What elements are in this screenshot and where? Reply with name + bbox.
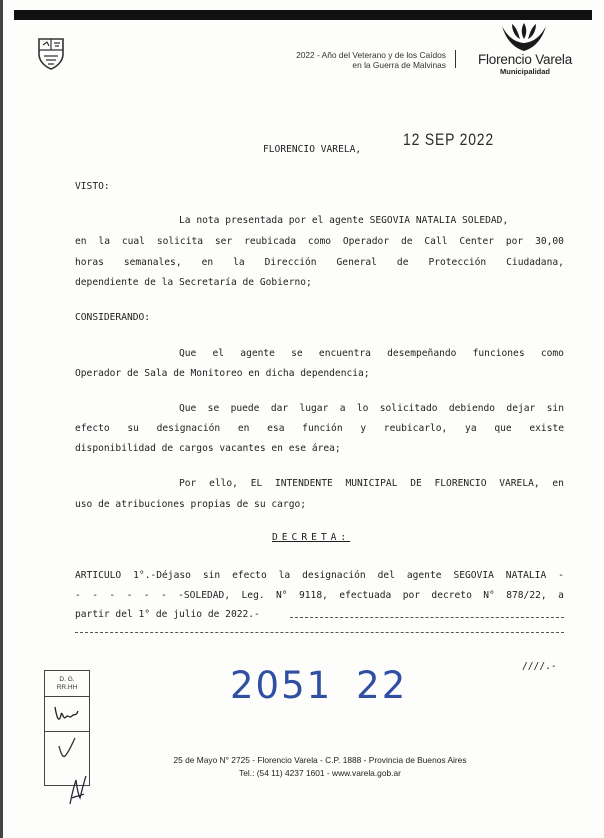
- word: desempeñando: [387, 348, 457, 359]
- footer-contact: Tel.: (54 11) 4237 1601 - www.varela.gob.ar: [239, 768, 401, 778]
- rrhh-label-line-2: RR.HH: [56, 684, 78, 691]
- word: por: [505, 236, 524, 247]
- footer-address: 25 de Mayo N° 2725 - Florencio Varela - C.P. 1888 - Provincia de Buenos Aires: [173, 755, 467, 765]
- word: 30,00: [535, 236, 564, 247]
- word: reubicarlo,: [383, 423, 448, 434]
- top-black-bar: [14, 10, 592, 20]
- rrhh-label: [45, 671, 89, 697]
- word: a: [339, 403, 346, 414]
- word: ARTICULO: [75, 570, 122, 581]
- word: designación: [302, 570, 366, 581]
- word: la: [233, 257, 245, 268]
- word: debiendo: [448, 403, 496, 414]
- word: esa: [267, 423, 285, 434]
- word: por: [402, 590, 421, 601]
- considerando-heading: CONSIDERANDO:: [75, 312, 151, 323]
- considerando-p1-line-1: [179, 348, 564, 360]
- word: la: [98, 236, 110, 247]
- word: Operador: [342, 236, 390, 247]
- word: y: [360, 423, 367, 434]
- word: cual: [121, 236, 145, 247]
- word: 878/22,: [506, 590, 547, 601]
- word: decreto: [431, 590, 472, 601]
- word: Call: [424, 236, 448, 247]
- word: N°: [276, 590, 288, 601]
- considerando-p2-line-2: [75, 423, 564, 435]
- articulo-line-3: partir del 1° de julio de 2022.-: [75, 609, 260, 620]
- word: EL: [250, 478, 263, 489]
- word: -: [558, 570, 564, 581]
- word: agente: [406, 570, 442, 581]
- word: el: [212, 348, 225, 359]
- campaign-motto: [296, 50, 446, 70]
- word: dejar: [506, 403, 536, 414]
- word: -: [126, 590, 133, 601]
- word: Leg.: [241, 590, 265, 601]
- word: sin: [546, 403, 564, 414]
- word: NATALIA: [505, 570, 547, 581]
- word: de: [400, 236, 413, 247]
- word: designación: [156, 423, 221, 434]
- word: Protección: [428, 257, 487, 268]
- decreta-heading: DECRETA:: [272, 532, 351, 543]
- word: encuentra: [318, 348, 371, 359]
- word: en: [552, 478, 564, 489]
- word: ya: [465, 423, 477, 434]
- municipal-crest-icon: [36, 36, 66, 70]
- word: funciones: [472, 348, 525, 359]
- word: -: [160, 590, 167, 601]
- word: Center: [459, 236, 495, 247]
- word: a: [558, 590, 564, 601]
- visto-line-4: dependiente de la Secretaría de Gobierno;: [75, 277, 312, 288]
- word: efecto: [232, 570, 267, 581]
- considerando-p3-line-1: [179, 478, 564, 490]
- word: VARELA,: [499, 478, 540, 489]
- word: como: [540, 348, 564, 359]
- decree-number: 2051: [230, 664, 333, 707]
- word: INTENDENTE: [274, 478, 333, 489]
- word: agente: [240, 348, 275, 359]
- word: puede: [230, 403, 260, 414]
- word: dar: [270, 403, 289, 414]
- word: DE: [410, 478, 422, 489]
- word: ser: [214, 236, 233, 247]
- word: que: [494, 423, 512, 434]
- word: como: [307, 236, 332, 247]
- word: del: [377, 570, 395, 581]
- word: efecto: [75, 423, 110, 434]
- visto-heading: VISTO:: [75, 181, 110, 192]
- word: se: [291, 348, 303, 359]
- continuation-mark: ////.-: [522, 661, 557, 672]
- word: solicitado: [379, 403, 438, 414]
- word: -: [92, 590, 98, 601]
- campaign-line-1: 2022 - Año del Veterano y de los Caídos: [296, 50, 446, 60]
- scan-edge: [0, 0, 3, 838]
- visto-line-2: [75, 236, 564, 248]
- word: en: [237, 423, 250, 434]
- word: se: [207, 403, 220, 414]
- word: reubicada: [244, 236, 297, 247]
- fill-dashes-1: [290, 617, 564, 618]
- word: solicita: [156, 236, 204, 247]
- brand-block: [472, 52, 578, 76]
- word: efectuada: [339, 590, 392, 601]
- initials-signature-icon: [45, 697, 89, 731]
- decree-year: 22: [356, 664, 408, 707]
- header-divider: [455, 50, 456, 68]
- word: en: [75, 236, 87, 247]
- word: ello,: [209, 478, 238, 489]
- florencio-varela-logo-icon: [498, 22, 550, 54]
- word: Dirección: [264, 257, 317, 268]
- visto-line-1: La nota presentada por el agente SEGOVIA NATALIA SOLEDAD,: [179, 215, 509, 226]
- word: existe: [529, 423, 564, 434]
- word: FLORENCIO: [434, 478, 487, 489]
- articulo-line-2: [75, 590, 564, 602]
- word: Que: [179, 403, 197, 414]
- word: semanales,: [123, 257, 182, 268]
- word: función: [302, 423, 343, 434]
- word: -: [75, 590, 81, 601]
- brand-subtitle: Municipalidad: [499, 67, 550, 76]
- word: SEGOVIA: [453, 570, 494, 581]
- word: de: [396, 257, 409, 268]
- word: MUNICIPAL: [345, 478, 398, 489]
- word: -SOLEDAD,: [178, 590, 231, 601]
- word: su: [127, 423, 139, 434]
- word: lo: [356, 403, 369, 414]
- visto-line-3: [75, 257, 564, 269]
- word: General: [336, 257, 377, 268]
- rrhh-label-line-1: D. G.: [59, 676, 75, 683]
- brand-name: Florencio Varela: [477, 52, 573, 67]
- word: -: [143, 590, 150, 601]
- fill-dashes-2: [75, 632, 564, 633]
- word: Ciudadana,: [506, 257, 564, 268]
- campaign-line-2: en la Guerra de Malvinas: [352, 60, 446, 70]
- considerando-p1-line-2: Operador de Sala de Monitoreo en dicha dependencia;: [75, 368, 370, 379]
- word: N°: [483, 590, 495, 601]
- word: lugar: [299, 403, 329, 414]
- word: la: [278, 570, 291, 581]
- considerando-p3-line-2: uso de atribuciones propias de su cargo;: [75, 499, 307, 510]
- rrhh-signature-cell: [45, 697, 89, 732]
- articulo-line-1: [75, 570, 564, 582]
- considerando-p2-line-1: [179, 403, 564, 415]
- date-stamp: 12 SEP 2022: [403, 130, 494, 149]
- word: Por: [179, 478, 197, 489]
- considerando-p2-line-3: disponibilidad de cargos vacantes en ese área;: [75, 443, 341, 454]
- word: Que: [179, 348, 197, 359]
- word: 1°.-Déjaso: [133, 570, 191, 581]
- word: en: [201, 257, 214, 268]
- word: sin: [202, 570, 221, 581]
- place-line: FLORENCIO VARELA,: [263, 144, 362, 155]
- word: 9118,: [299, 590, 328, 601]
- word: -: [109, 590, 116, 601]
- word: horas: [75, 257, 104, 268]
- decree-number-stamp: [230, 664, 407, 707]
